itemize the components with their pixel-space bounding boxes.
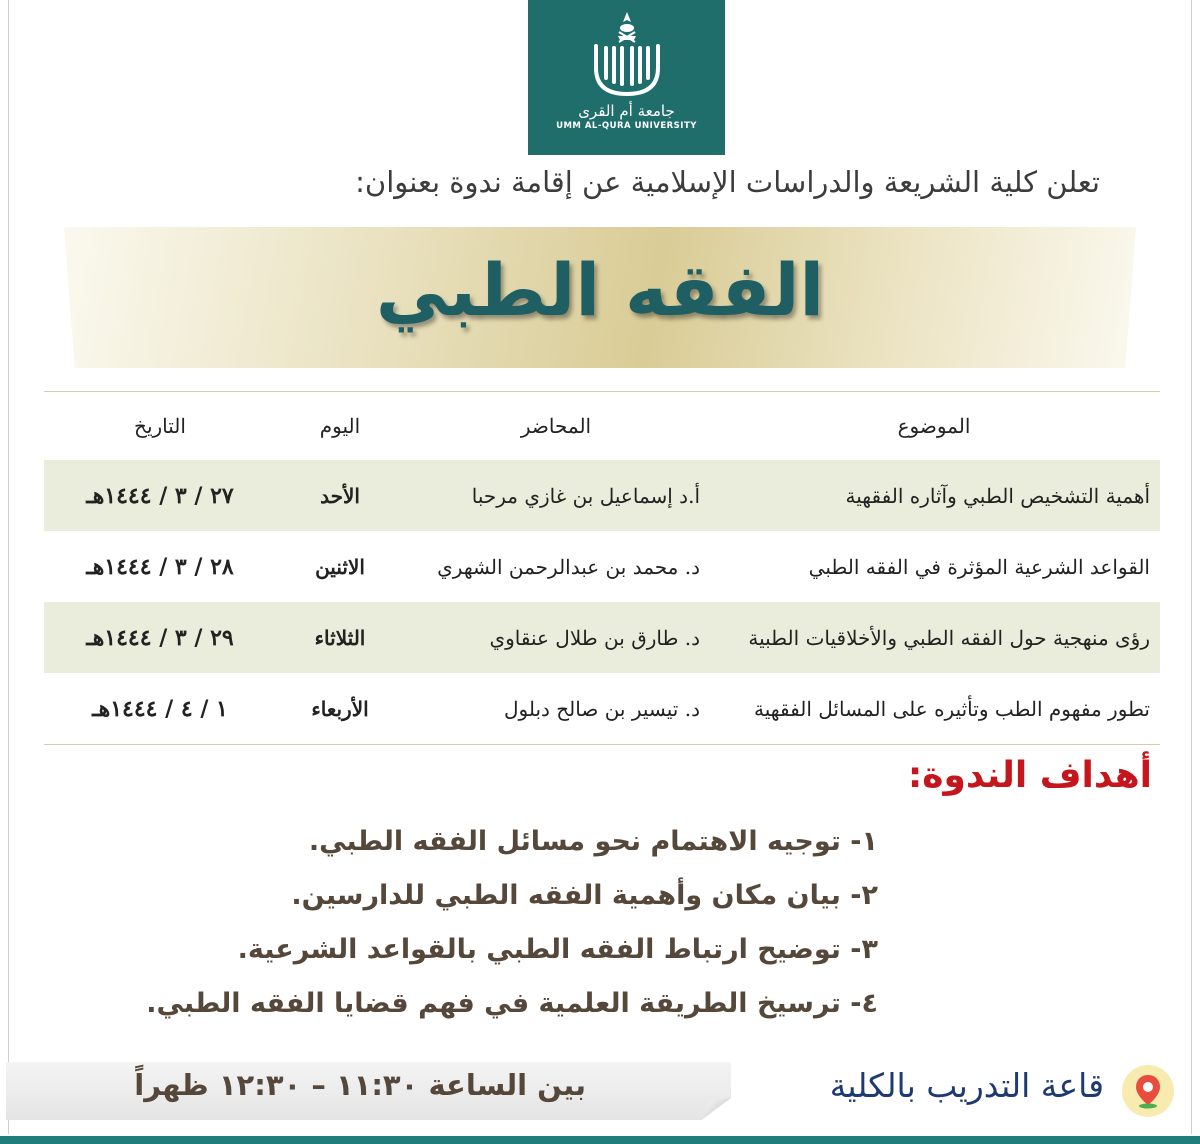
objective-item-3: ٣- توضيح ارتباط الفقه الطبي بالقواعد الشرعية. [237, 934, 878, 965]
header-date: التاريخ [134, 414, 186, 438]
objective-item-2: ٢- بيان مكان وأهمية الفقه الطبي للدارسين. [291, 880, 878, 911]
logo-arabic-text: جامعة أم القرى [578, 102, 675, 120]
table-row [44, 673, 1160, 744]
cell-lecturer: د. طارق بن طلال عنقاوي [489, 625, 700, 650]
location-pin-icon [1122, 1065, 1174, 1117]
objectives-heading: أهداف الندوة: [907, 755, 1152, 796]
cell-topic: رؤى منهجية حول الفقه الطبي والأخلاقيات الطبية [748, 625, 1150, 650]
university-logo-icon [592, 6, 662, 100]
objective-item-1: ١- توجيه الاهتمام نحو مسائل الفقه الطبي. [308, 826, 878, 857]
footer-bar [0, 1136, 1200, 1144]
cell-day: الأربعاء [311, 696, 369, 721]
cell-topic: أهمية التشخيص الطبي وآثاره الفقهية [845, 483, 1150, 508]
seminar-title: الفقه الطبي [375, 248, 825, 332]
table-row [44, 460, 1160, 531]
table-row [44, 531, 1160, 602]
cell-lecturer: أ.د إسماعيل بن غازي مرحبا [471, 483, 700, 508]
cell-date: ٢٧ / ٣ / ١٤٤٤هـ [86, 482, 234, 509]
cell-lecturer: د. محمد بن عبدالرحمن الشهري [437, 554, 700, 579]
cell-lecturer: د. تيسير بن صالح دبلول [503, 696, 700, 721]
time-text: بين الساعة ١١:٣٠ – ١٢:٣٠ ظهراً [134, 1068, 586, 1102]
frame-line-left [8, 0, 9, 1134]
frame-line-right [1191, 0, 1192, 1134]
cell-date: ٢٩ / ٣ / ١٤٤٤هـ [86, 624, 234, 651]
table-header-row [44, 392, 1160, 460]
university-logo [528, 0, 725, 155]
header-day: اليوم [319, 414, 361, 438]
cell-day: الثلاثاء [314, 625, 366, 650]
cell-day: الأحد [320, 483, 360, 508]
header-lecturer: المحاضر [520, 414, 592, 438]
table-row [44, 602, 1160, 673]
cell-day: الاثنين [315, 554, 365, 579]
objective-item-4: ٤- ترسيخ الطريقة العلمية في فهم قضايا الفقه الطبي. [146, 988, 878, 1019]
cell-date: ٢٨ / ٣ / ١٤٤٤هـ [86, 553, 234, 580]
cell-topic: القواعد الشرعية المؤثرة في الفقه الطبي [808, 554, 1150, 579]
cell-topic: تطور مفهوم الطب وتأثيره على المسائل الفقهية [754, 696, 1150, 721]
header-topic: الموضوع [897, 414, 971, 438]
logo-english-text: UMM AL-QURA UNIVERSITY [556, 121, 697, 131]
cell-date: ١ / ٤ / ١٤٤٤هـ [92, 695, 228, 722]
venue-text: قاعة التدريب بالكلية [829, 1066, 1104, 1105]
announcement-text: تعلن كلية الشريعة والدراسات الإسلامية عن إقامة ندوة بعنوان: [355, 165, 1100, 199]
schedule-table [44, 391, 1160, 745]
